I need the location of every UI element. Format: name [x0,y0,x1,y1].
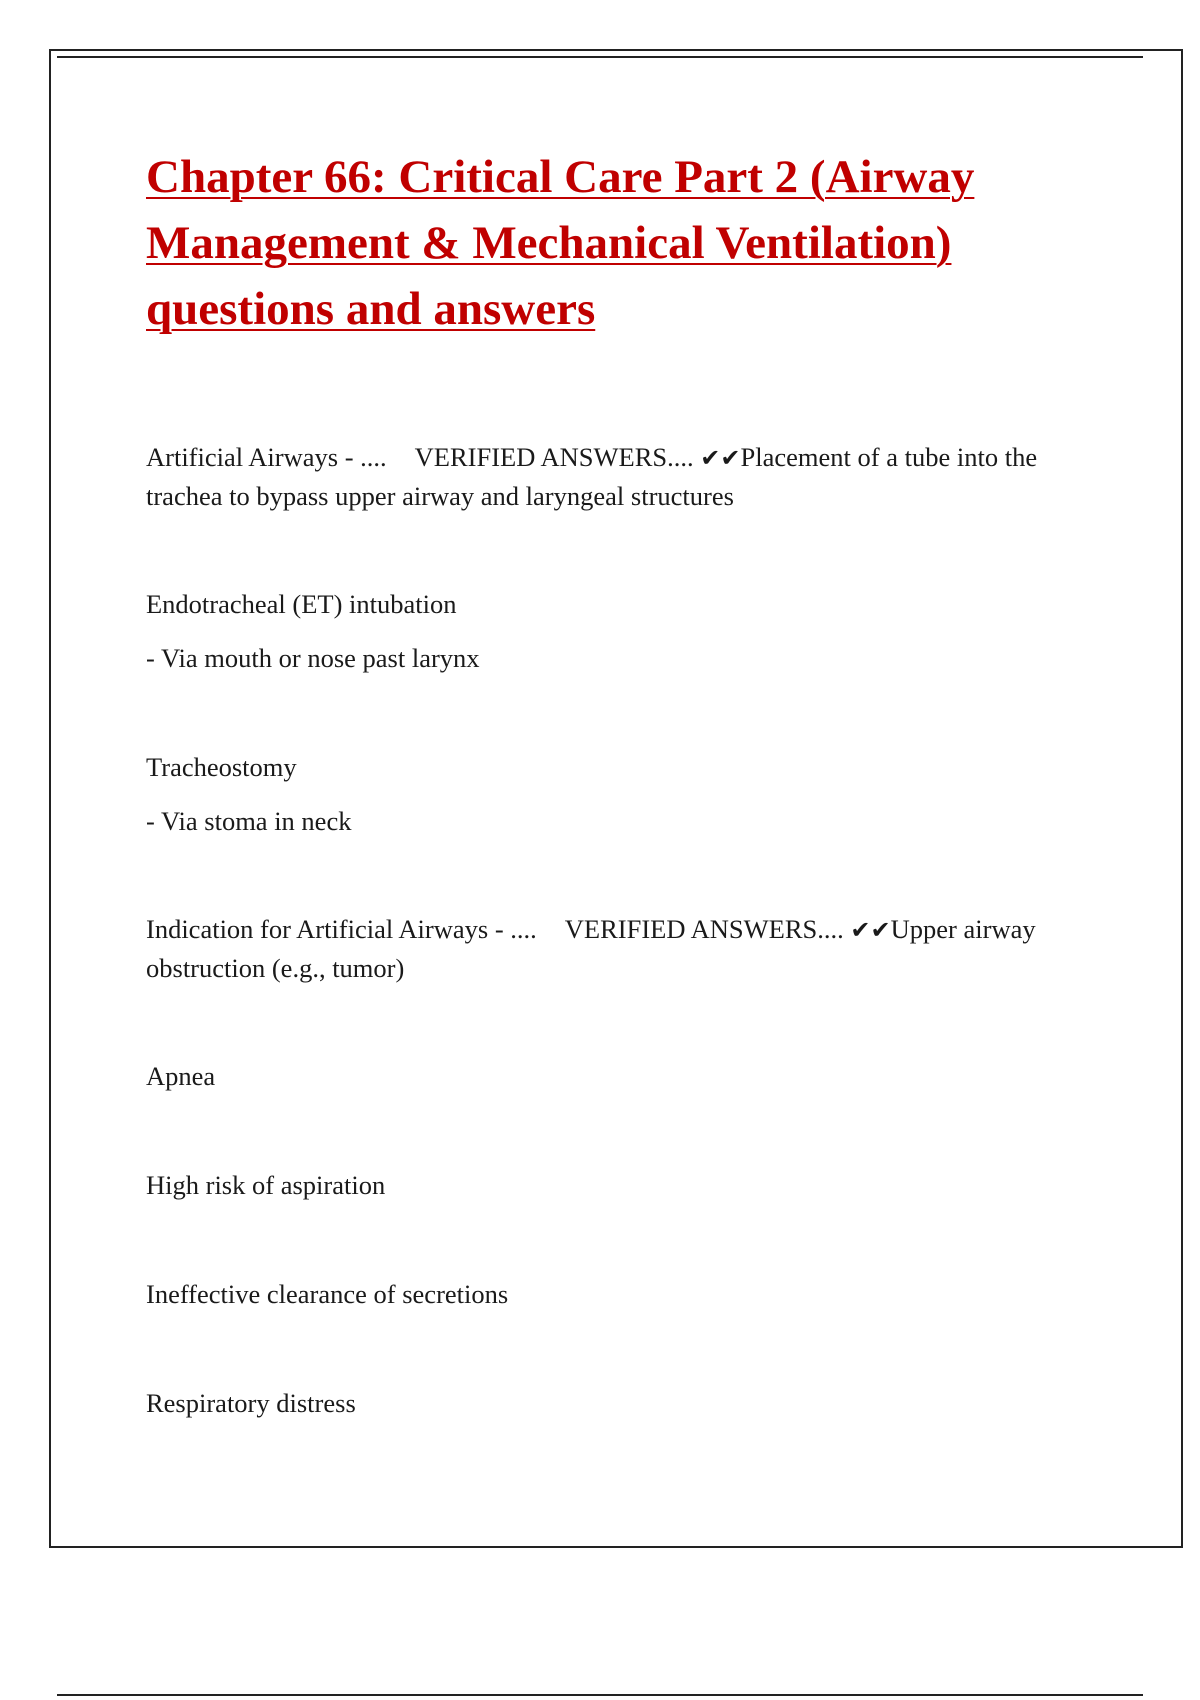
answer-text: Upper airway obstruction (e.g., tumor) [146,914,1036,983]
entry-detail: - Via stoma in neck [146,806,352,836]
entry-respiratory-distress [146,1384,1096,1422]
entry-line: Tracheostomy [146,752,297,782]
document-title: Chapter 66: Critical Care Part 2 (Airway Management & Mechanical Ventilation) questions and answers [146,151,975,335]
top-rule [57,56,1143,58]
entry-apnea [146,1057,1096,1095]
entry-aspiration-risk [146,1166,1096,1204]
verified-marker: VERIFIED ANSWERS.... [414,442,694,472]
entry-endotracheal-intubation [146,585,1096,677]
entry-line: Respiratory distress [146,1388,356,1418]
bottom-rule [57,1694,1143,1696]
question-text: Indication for Artificial Airways - .... [146,914,537,944]
answer-text: Placement of a tube into the trachea to bypass upper airway and laryngeal structures [146,442,1038,511]
entry-line: Endotracheal (ET) intubation [146,589,457,619]
entry-line: Ineffective clearance of secretions [146,1279,509,1309]
double-check-icon: ✔✔ [850,916,891,944]
qa-text [146,438,1096,515]
entry-line: Apnea [146,1061,216,1091]
qa-entry-indication [146,910,1096,987]
entry-detail: - Via mouth or nose past larynx [146,643,480,673]
question-text: Artificial Airways - .... [146,442,387,472]
entry-secretion-clearance [146,1275,1096,1313]
double-check-icon: ✔✔ [700,444,741,472]
qa-entry-artificial-airways [146,438,1096,515]
entry-line: High risk of aspiration [146,1170,386,1200]
verified-marker: VERIFIED ANSWERS.... [564,914,844,944]
entry-tracheostomy [146,748,1096,840]
qa-text [146,910,1096,987]
